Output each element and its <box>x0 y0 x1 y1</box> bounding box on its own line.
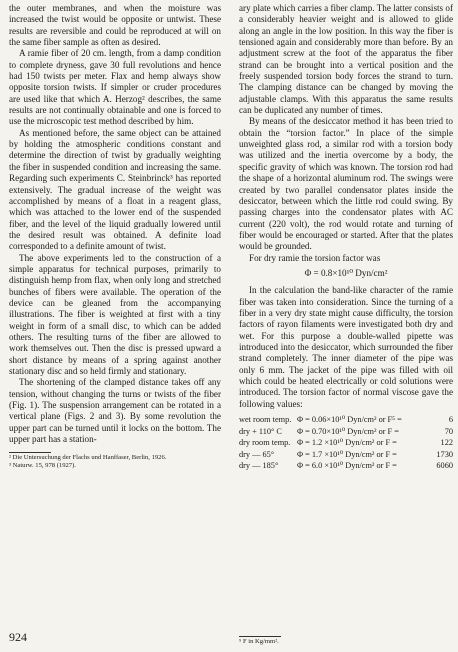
result-cell: 6 <box>448 415 453 425</box>
condition-cell: dry room temp. <box>239 438 291 448</box>
result-cell: 70 <box>444 426 453 436</box>
paragraph: For dry ramie the torsion factor was <box>249 252 381 263</box>
result-cell: 1730 <box>436 449 453 459</box>
value-cell: Φ = 1.2 ×10¹⁰ Dyn/cm² or F = <box>297 438 397 448</box>
paragraph: As mentioned before, the same object can be attained by holding the atmospheric conditions constant and determine the direction of twist by gradually weighting the fiber in suspended condition and increasing the same. Regarding such experiments C. Steinbrinck³ has reported extensively. The gradual increase of the weight was accomplished by means of a float in a reagent glass, which was attached to the lower end of the suspended fiber, and the level of the liquid gradually lowered until the desired result was obtained. A definite load corresponded to a definite amount of twist. <box>9 127 221 252</box>
value-cell: Φ = 0.70×10¹⁰ Dyn/cm² or F = <box>297 426 399 436</box>
footnote: ² Die Untersuchung der Flachs und Hanffaser, Berlin, 1926. <box>9 454 167 462</box>
page-number: 924 <box>9 630 27 644</box>
result-cell: 6060 <box>436 461 453 471</box>
paragraph: ary plate which carries a fiber clamp. The latter consists of a considerably heavier weight and is allowed to glide along an angle in the low position. In this way the fiber is tensioned again and considerably more than before. By an adjustment screw at the foot of the apparatus the fiber strand can be brought into a vertical position and the freely suspended torsion body forces the strand to turn. The clamping distance can be changed by moving the adjustable clamps. With this apparatus the same results can be duplicated any number of times. <box>239 3 453 116</box>
footnote: ³ Naturw. 15, 978 (1927). <box>9 462 76 470</box>
result-cell: 122 <box>440 438 453 448</box>
footnote-divider <box>239 636 281 637</box>
paragraph: By means of the desiccator method it has been tried to obtain the “torsion factor.” In place of the simple unweighted glass rod, a similar rod with a torsion body was utilized and the inertia overcome by a body, the specific gravity of which was known. The torsion rod had the shape of a horizontal aluminum rod. The swings were created by two parallel condensator plates inside the desiccator, between which the little rod could swing. By passing charges into the condensator plates with AC current (220 volt), the rod would rotate and turning of fiber would be encouraged or started. After that the plates would be grounded. <box>239 116 453 252</box>
value-cell: Φ = 6.0 ×10¹⁰ Dyn/cm² or F = <box>297 461 397 471</box>
table-row <box>239 437 453 449</box>
paragraph: In the calculation the band-like character of the ramie fiber was taken into consideration. Since the turning of a fiber in a very dry state might cause difficulty, the torsion factors of rayon filaments were investigated both dry and wet. For this purpose a double-walled pipette was introduced into the desiccator, which surrounded the fiber strand completely. The inner diameter of the pipe was only 6 mm. The jacket of the pipe was filled with oil which could be heated electrically or cold solutions were introduced. The torsion factor of normal viscose gave the following values: <box>239 285 453 409</box>
condition-cell: dry — 65° <box>239 449 275 459</box>
paragraph: The above experiments led to the construction of a simple apparatus for technical purposes, primarily to distinguish hemp from flax, when only long and stretched bunches of fibers were available. The operation of the device can be gleaned from the accompanying illustrations. The fiber is weighted at first with a tiny weight in form of a small disc, to which can be added others. The resulting turns of the fiber are allowed to work themselves out. Then the disc is pressed upward a short distance by means of a spring against another stationary disc and so held firmly and stationary. <box>9 252 221 376</box>
values-table <box>239 414 453 472</box>
table-row <box>239 449 453 461</box>
paragraph: the outer membranes, and when the moisture was increased the twist would be opposite or untwist. These results are reversible and could be reproduced at will on the same fiber sample as often as desired. <box>9 3 221 48</box>
condition-cell: wet room temp. <box>239 415 292 425</box>
paragraph: The shortening of the clamped distance takes off any tension, without changing the turns or twists of the fiber (Fig. 1). The suspension arrangement can be rotated in a vertical plane (Figs. 2 and 3). By some revolution the upper part can be turned until it locks on the bottom. The upper part has a station- <box>9 377 221 445</box>
condition-cell: dry — 185° <box>239 461 279 471</box>
value-cell: Φ = 1.7 ×10¹⁰ Dyn/cm² or F = <box>297 449 397 459</box>
footnote-divider <box>9 452 51 453</box>
left-column <box>9 3 221 470</box>
condition-cell: dry + 110° C <box>239 426 282 436</box>
torsion-factor-equation: Φ = 0.8×10¹⁰ Dyn/cm² <box>304 267 388 278</box>
footnote: ⁵ F in Kg/mm². <box>239 638 279 645</box>
table-row <box>239 460 453 472</box>
table-row <box>239 426 453 438</box>
right-footnote-block <box>239 636 281 646</box>
table-row <box>239 414 453 426</box>
paragraph: A ramie fiber of 20 cm. length, from a damp condition to complete dryness, gave 30 full revolutions and hence had 150 twists per meter. Flax and hemp always show opposite torsion twists. If simpler or cruder procedures are used like that which A. Herzog² describes, the same results are not continually obtainable and one is forced to use the microscopic test method described by him. <box>9 48 221 127</box>
value-cell: Φ = 0.06×10¹⁰ Dyn/cm² or F⁵ = <box>297 415 402 425</box>
right-column <box>239 3 453 472</box>
